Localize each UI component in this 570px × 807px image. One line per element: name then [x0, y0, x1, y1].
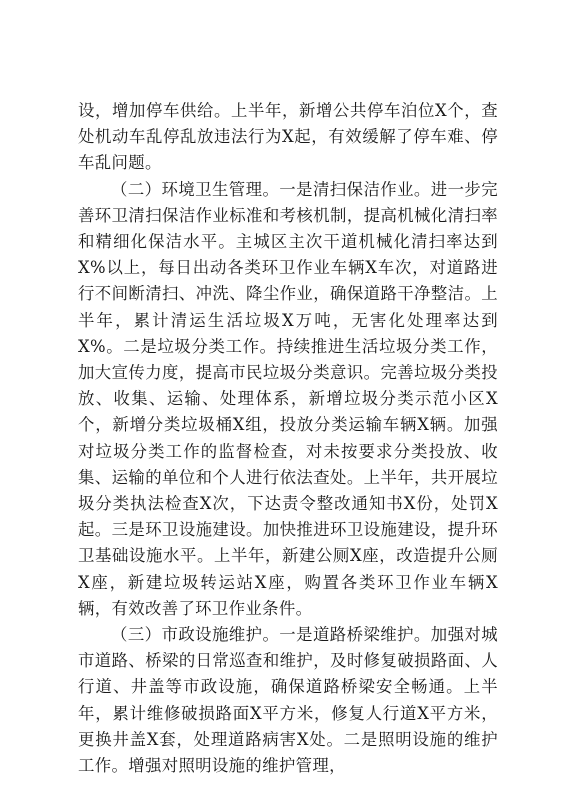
document-body: [78, 98, 498, 779]
paragraph-municipal-maintenance: （三）市政设施维护。一是道路桥梁维护。加强对城市道路、桥梁的日常巡查和维护，及时修复破损路面、人行道、井盖等市政设施，确保道路桥梁安全畅通。上半年，累计维修破损路面X平方米，修复人行道X平方米，更换井盖X套，处理道路病害X处。二是照明设施的维护工作。增强对照明设施的维护管理，: [78, 625, 498, 776]
paragraph-parking-continuation: 设，增加停车供给。上半年，新增公共停车泊位X个，查处机动车乱停乱放违法行为X起，有效缓解了停车难、停车乱问题。: [78, 101, 498, 173]
paragraph-sanitation-management: （二）环境卫生管理。一是清扫保洁作业。进一步完善环卫清扫保洁作业标准和考核机制，提高机械化清扫率和精细化保洁水平。主城区主次干道机械化清扫率达到X%以上，每日出动各类环卫作业车辆X车次，对道路进行不间断清扫、冲洗、降尘作业，确保道路干净整洁。上半年，累计清运生活垃圾X万吨，无害化处理率达到X%。二是垃圾分类工作。持续推进生活垃圾分类工作，加大宣传力度，提高市民垃圾分类意识。完善垃圾分类投放、收集、运输、处理体系，新增垃圾分类示范小区X个，新增分类垃圾桶X组，投放分类运输车辆X辆。加强对垃圾分类工作的监督检查，对未按要求分类投放、收集、运输的单位和个人进行依法查处。上半年，共开展垃圾分类执法检查X次，下达责令整改通知书X份，处罚X起。三是环卫设施建设。加快推进环卫设施建设，提升环卫基础设施水平。上半年，新建公厕X座，改造提升公厕X座，新建垃圾转运站X座，购置各类环卫作业车辆X辆，有效改善了环卫作业条件。: [78, 179, 498, 618]
